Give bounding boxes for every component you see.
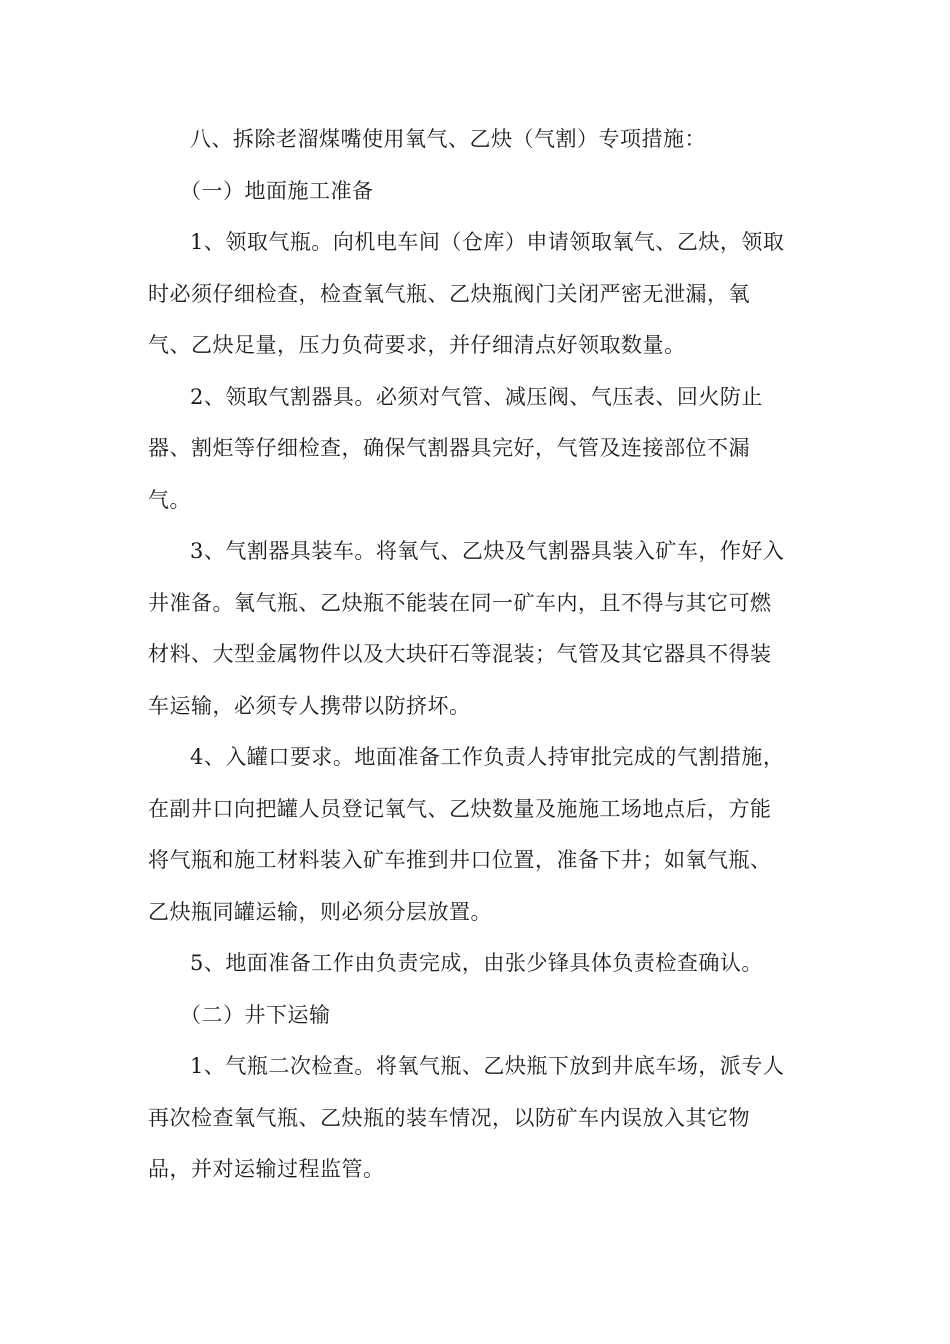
paragraph-line: 品，并对运输过程监管。 (148, 1157, 385, 1181)
paragraph-line: 5、地面准备工作由负责完成，由张少锋具体负责检查确认。 (190, 951, 763, 975)
paragraph-line: 井准备。氧气瓶、乙炔瓶不能装在同一矿车内，且不得与其它可燃 (148, 590, 772, 615)
paragraph-line: 1、气瓶二次检查。将氧气瓶、乙炔瓶下放到井底车场，派专人 (190, 1054, 785, 1078)
paragraph-line: 材料、大型金属物件以及大块矸石等混装；气管及其它器具不得装 (148, 642, 772, 666)
paragraph-line: 气。 (148, 487, 191, 512)
subsection-heading: （二）井下运输 (180, 1002, 331, 1027)
paragraph-line: 时必须仔细检查，检查氧气瓶、乙炔瓶阀门关闭严密无泄漏，氧 (148, 281, 750, 306)
section-heading: 八、拆除老溜煤嘴使用氧气、乙炔（气割）专项措施： (190, 127, 706, 151)
paragraph-line: 在副井口向把罐人员登记氧气、乙炔数量及施施工场地点后，方能 (148, 796, 772, 821)
paragraph-line: 3、气割器具装车。将氧气、乙炔及气割器具装入矿车，作好入 (190, 539, 785, 563)
paragraph-line: 器、割炬等仔细检查，确保气割器具完好，气管及连接部位不漏 (148, 436, 750, 460)
paragraph-line: 4、入罐口要求。地面准备工作负责人持审批完成的气割措施， (190, 745, 785, 769)
paragraph-line: 将气瓶和施工材料装入矿车推到井口位置，准备下井；如氧气瓶、 (148, 848, 772, 872)
paragraph-line: 再次检查氧气瓶、乙炔瓶的装车情况，以防矿车内误放入其它物 (148, 1105, 750, 1130)
paragraph-line: 1、领取气瓶。向机电车间（仓库）申请领取氧气、乙炔，领取 (190, 230, 785, 254)
paragraph-line: 乙炔瓶同罐运输，则必须分层放置。 (148, 899, 492, 924)
document-body (148, 119, 808, 1201)
paragraph-line: 车运输，必须专人携带以防挤坏。 (148, 693, 471, 718)
paragraph-line: 气、乙炔足量，压力负荷要求，并仔细清点好领取数量。 (148, 333, 686, 357)
subsection-heading: （一）地面施工准备 (180, 178, 374, 203)
paragraph-line: 2、领取气割器具。必须对气管、减压阀、气压表、回火防止 (190, 384, 763, 409)
